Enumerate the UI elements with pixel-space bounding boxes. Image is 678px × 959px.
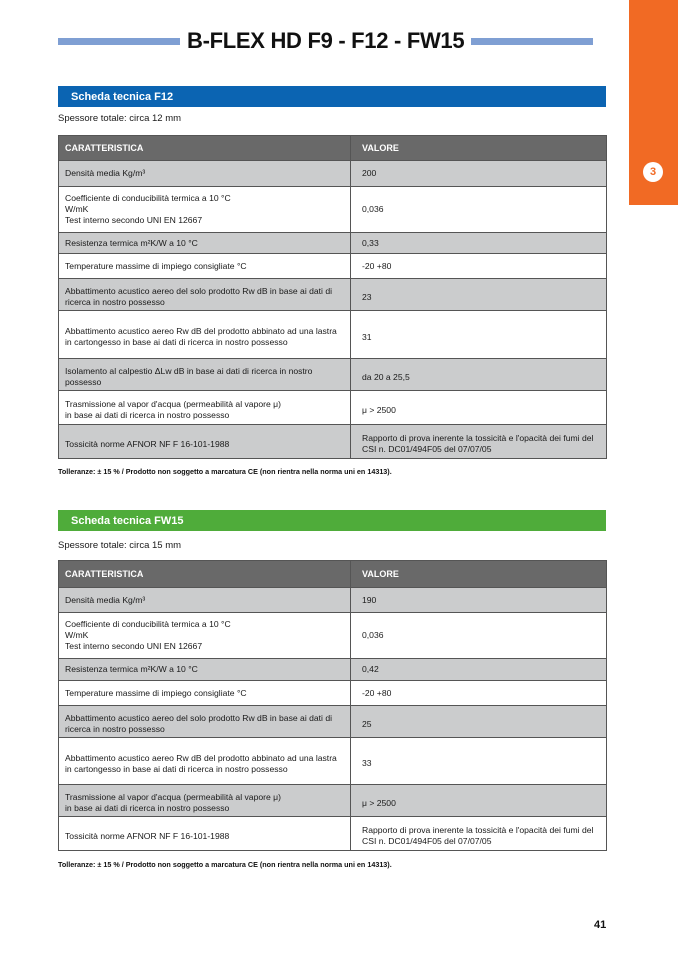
row-label: Abbattimento acustico aereo del solo prodotto Rw dB in base ai dati di ricerca in nostro possesso [59,706,351,738]
row-value: -20 +80 [351,254,607,279]
tolerance-note-f12: Tolleranze: ± 15 % / Prodotto non soggetto a marcatura CE (non rientra nella norma uni en 14313). [58,467,392,476]
row-value: 200 [351,161,607,187]
row-value: 0,036 [351,613,607,659]
table-row [59,233,607,254]
table-row [59,659,607,681]
table-row [59,681,607,706]
column-header-value: VALORE [351,136,607,161]
row-label: Abbattimento acustico aereo del solo prodotto Rw dB in base ai dati di ricerca in nostro possesso [59,279,351,311]
row-value: 25 [351,706,607,738]
row-value: 33 [351,738,607,785]
table-row [59,254,607,279]
row-value: 0,036 [351,187,607,233]
chapter-tab [629,0,678,205]
row-label: Resistenza termica m²K/W a 10 °C [59,659,351,681]
tolerance-note-fw15: Tolleranze: ± 15 % / Prodotto non soggetto a marcatura CE (non rientra nella norma uni en 14313). [58,860,392,869]
row-label: Densità media Kg/m³ [59,161,351,187]
title-accent-bar-left [58,38,180,45]
page-header [58,28,606,54]
table-row [59,187,607,233]
table-row [59,613,607,659]
title-accent-bar-right [471,38,593,45]
table-row [59,817,607,851]
table-row [59,161,607,187]
row-value: Rapporto di prova inerente la tossicità e l'opacità dei fumi del CSI n. DC01/494F05 del 07/07/05 [351,817,607,851]
spec-table-fw15 [58,560,607,851]
table-row [59,425,607,459]
row-label: Abbattimento acustico aereo Rw dB del prodotto abbinato ad una lastra in cartongesso in base ai dati di ricerca in nostro possesso [59,738,351,785]
row-label: Temperature massime di impiego consigliate °C [59,681,351,706]
table-header-row [59,561,607,588]
row-value: 23 [351,279,607,311]
row-value: μ > 2500 [351,785,607,817]
row-label: Isolamento al calpestio ΔLw dB in base ai dati di ricerca in nostro possesso [59,359,351,391]
section-band-fw15: Scheda tecnica FW15 [58,510,606,531]
column-header-characteristic: CARATTERISTICA [59,561,351,588]
column-header-value: VALORE [351,561,607,588]
chapter-number-badge: 3 [643,162,663,182]
table-row [59,359,607,391]
table-header-row [59,136,607,161]
row-value: 190 [351,588,607,613]
table-row [59,785,607,817]
row-label: Tossicità norme AFNOR NF F 16-101-1988 [59,817,351,851]
table-row [59,738,607,785]
row-label: Abbattimento acustico aereo Rw dB del prodotto abbinato ad una lastra in cartongesso in base ai dati di ricerca in nostro possesso [59,311,351,359]
row-value: 0,42 [351,659,607,681]
thickness-fw15: Spessore totale: circa 15 mm [58,540,182,551]
row-label: Tossicità norme AFNOR NF F 16-101-1988 [59,425,351,459]
row-value: 31 [351,311,607,359]
row-value: μ > 2500 [351,391,607,425]
row-label: Coefficiente di conducibilità termica a 10 °C W/mK Test interno secondo UNI EN 12667 [59,187,351,233]
row-value: 0,33 [351,233,607,254]
row-label: Temperature massime di impiego consigliate °C [59,254,351,279]
row-value: -20 +80 [351,681,607,706]
page-number: 41 [594,919,607,931]
table-row [59,279,607,311]
row-label: Coefficiente di conducibilità termica a 10 °C W/mK Test interno secondo UNI EN 12667 [59,613,351,659]
spec-table-f12 [58,135,607,459]
row-value: Rapporto di prova inerente la tossicità e l'opacità dei fumi del CSI n. DC01/494F05 del 07/07/05 [351,425,607,459]
table-row [59,391,607,425]
row-label: Resistenza termica m²K/W a 10 °C [59,233,351,254]
section-band-f12: Scheda tecnica F12 [58,86,606,107]
row-value: da 20 a 25,5 [351,359,607,391]
table-row [59,706,607,738]
column-header-characteristic: CARATTERISTICA [59,136,351,161]
row-label: Trasmissione al vapor d'acqua (permeabilità al vapore μ) in base ai dati di ricerca in nostro possesso [59,391,351,425]
thickness-f12: Spessore totale: circa 12 mm [58,113,182,124]
table-row [59,588,607,613]
table-row [59,311,607,359]
page-title: B-FLEX HD F9 - F12 - FW15 [187,28,465,53]
row-label: Densità media Kg/m³ [59,588,351,613]
row-label: Trasmissione al vapor d'acqua (permeabilità al vapore μ) in base ai dati di ricerca in nostro possesso [59,785,351,817]
